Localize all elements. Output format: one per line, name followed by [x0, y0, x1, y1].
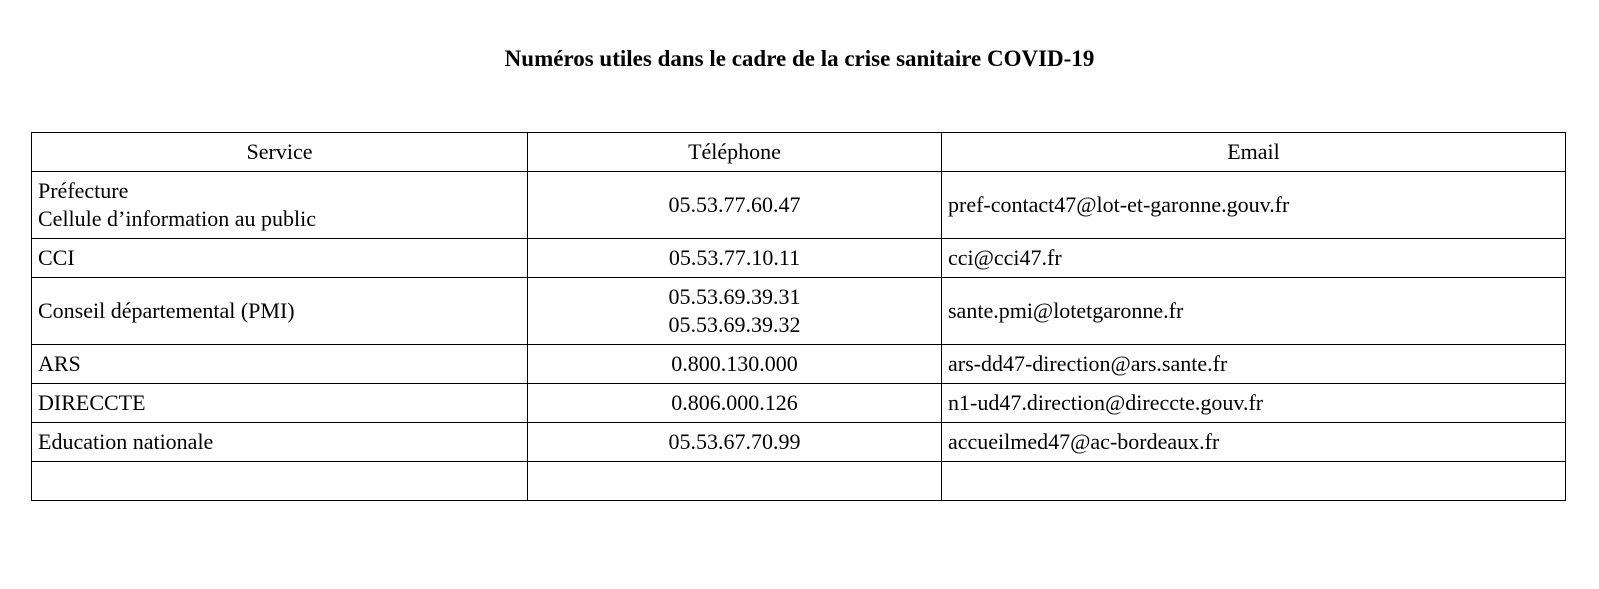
service-cell — [32, 345, 528, 384]
phone-number: 05.53.77.60.47 — [668, 192, 801, 217]
table-row-conseil-departemental — [32, 278, 1566, 345]
phone-cell — [528, 239, 942, 278]
phone-number: 0.800.130.000 — [671, 351, 798, 376]
service-cell — [32, 462, 528, 501]
table-row-education-nationale — [32, 423, 1566, 462]
table-row-empty — [32, 462, 1566, 501]
service-line: ARS — [38, 351, 81, 376]
table-row-prefecture — [32, 172, 1566, 239]
email-cell: pref-contact47@lot-et-garonne.gouv.fr — [942, 172, 1566, 239]
email-cell: accueilmed47@ac-bordeaux.fr — [942, 423, 1566, 462]
phone-cell — [528, 423, 942, 462]
header-service: Service — [32, 133, 528, 172]
service-cell — [32, 384, 528, 423]
service-line: DIRECCTE — [38, 390, 146, 415]
service-line: Conseil départemental (PMI) — [38, 298, 295, 323]
phone-cell — [528, 172, 942, 239]
document-title: Numéros utiles dans le cadre de la crise sanitaire COVID-19 — [504, 46, 1095, 71]
email-cell: n1-ud47.direction@direccte.gouv.fr — [942, 384, 1566, 423]
phone-number: 05.53.69.39.32 — [668, 312, 801, 337]
phone-number: 05.53.77.10.11 — [668, 245, 801, 270]
email-cell: ars-dd47-direction@ars.sante.fr — [942, 345, 1566, 384]
service-cell — [32, 423, 528, 462]
service-line: CCI — [38, 245, 75, 270]
email-cell — [942, 462, 1566, 501]
header-email: Email — [942, 133, 1566, 172]
contacts-table — [31, 132, 1566, 501]
service-line: Préfecture — [38, 178, 129, 203]
table-row-cci — [32, 239, 1566, 278]
service-cell — [32, 239, 528, 278]
phone-cell — [528, 384, 942, 423]
table-row-ars — [32, 345, 1566, 384]
service-cell — [32, 172, 528, 239]
email-cell: sante.pmi@lotetgaronne.fr — [942, 278, 1566, 345]
phone-cell — [528, 462, 942, 501]
service-cell — [32, 278, 528, 345]
table-header-row — [32, 133, 1566, 172]
service-line: Education nationale — [38, 429, 214, 454]
email-cell: cci@cci47.fr — [942, 239, 1566, 278]
table-row-direccte — [32, 384, 1566, 423]
phone-number: 05.53.67.70.99 — [668, 429, 801, 454]
phone-cell — [528, 278, 942, 345]
header-phone: Téléphone — [528, 133, 942, 172]
phone-cell — [528, 345, 942, 384]
service-line: Cellule d’information au public — [38, 206, 316, 231]
phone-number: 0.806.000.126 — [671, 390, 798, 415]
phone-number: 05.53.69.39.31 — [668, 284, 801, 309]
